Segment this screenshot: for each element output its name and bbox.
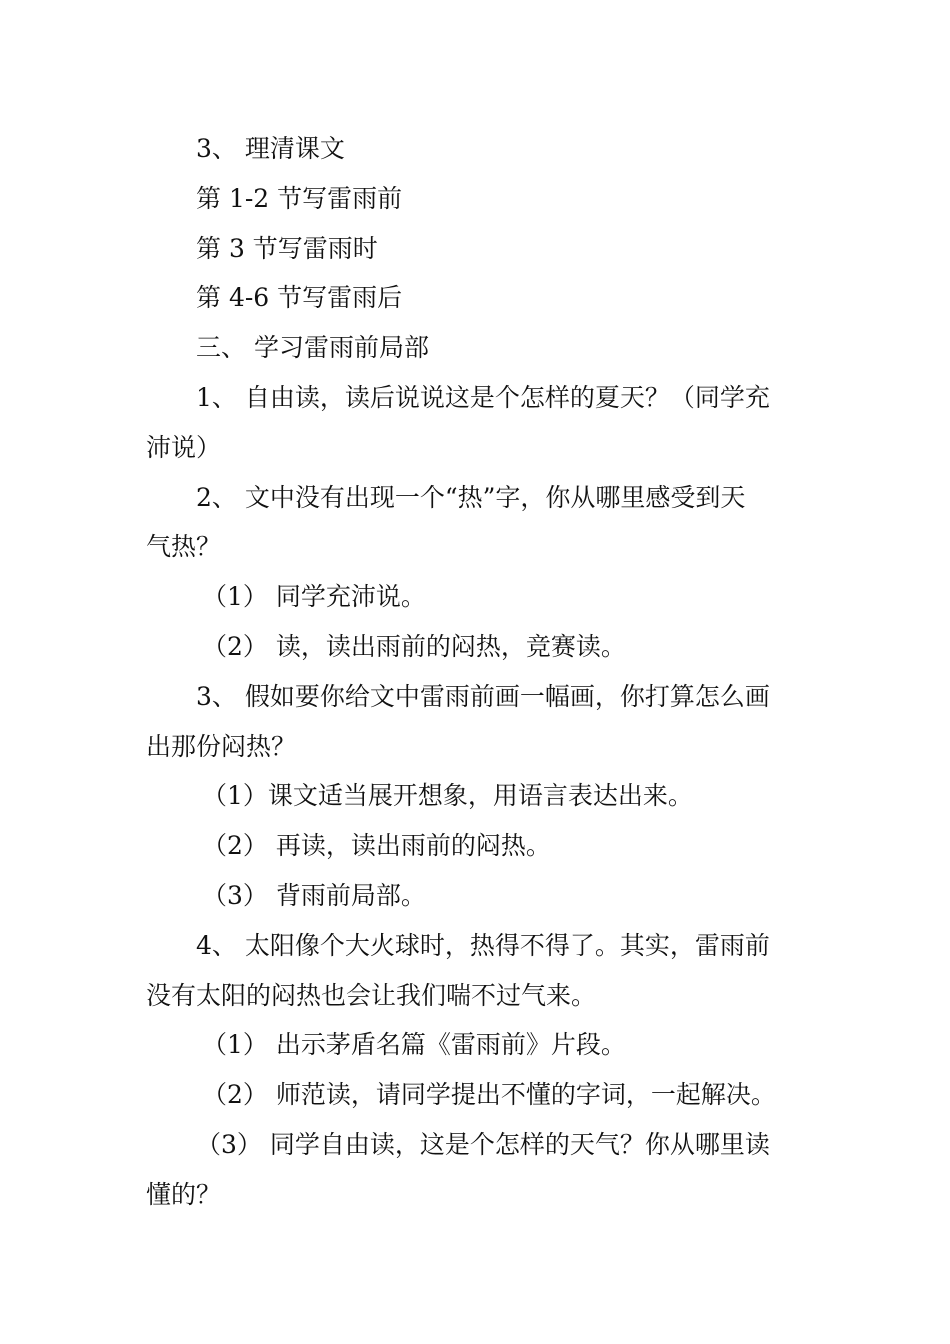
subitem-4-3-line-2: 懂的？ bbox=[146, 1179, 222, 1209]
item-3-line-1: 3、 假如要你给文中雷雨前画一幅画，你打算怎么画 bbox=[196, 681, 770, 711]
step-3-heading: 3、 理清课文 bbox=[196, 134, 345, 163]
subitem-3-1: （1）课文适当展开想象，用语言表达出来。 bbox=[202, 781, 693, 811]
subitem-4-3-line-1: （3） 同学自由读，这是个怎样的天气？你从哪里读 bbox=[196, 1129, 770, 1159]
subitem-3-2: （2） 再读，读出雨前的闷热。 bbox=[202, 831, 551, 861]
part-3-heading: 三、 学习雷雨前局部 bbox=[196, 333, 429, 363]
subitem-4-2: （2） 师范读，请同学提出不懂的字词，一起解决。 bbox=[202, 1080, 776, 1110]
item-1-line-2: 沛说） bbox=[146, 432, 222, 462]
section-4-6-line: 第 4-6 节写雷雨后 bbox=[196, 283, 403, 313]
subitem-2-2: （2） 读，读出雨前的闷热，竞赛读。 bbox=[202, 631, 626, 661]
subitem-4-1: （1） 出示茅盾名篇《雷雨前》片段。 bbox=[202, 1030, 626, 1060]
item-2-line-2: 气热？ bbox=[146, 532, 222, 562]
item-1-line-1: 1、 自由读，读后说说这是个怎样的夏天？（同学充 bbox=[196, 382, 770, 412]
item-2-line-1: 2、 文中没有出现一个“热”字，你从哪里感受到天 bbox=[196, 482, 746, 512]
item-4-line-1: 4、 太阳像个大火球时，热得不得了。其实，雷雨前 bbox=[196, 930, 770, 960]
section-1-2-line: 第 1-2 节写雷雨前 bbox=[196, 183, 403, 213]
subitem-3-3: （3） 背雨前局部。 bbox=[202, 880, 426, 910]
section-3-line: 第 3 节写雷雨时 bbox=[196, 233, 378, 263]
document-body bbox=[146, 124, 806, 1220]
item-4-line-2: 没有太阳的闷热也会让我们喘不过气来。 bbox=[146, 980, 597, 1010]
item-3-line-2: 出那份闷热？ bbox=[146, 731, 297, 761]
subitem-2-1: （1） 同学充沛说。 bbox=[202, 582, 426, 612]
